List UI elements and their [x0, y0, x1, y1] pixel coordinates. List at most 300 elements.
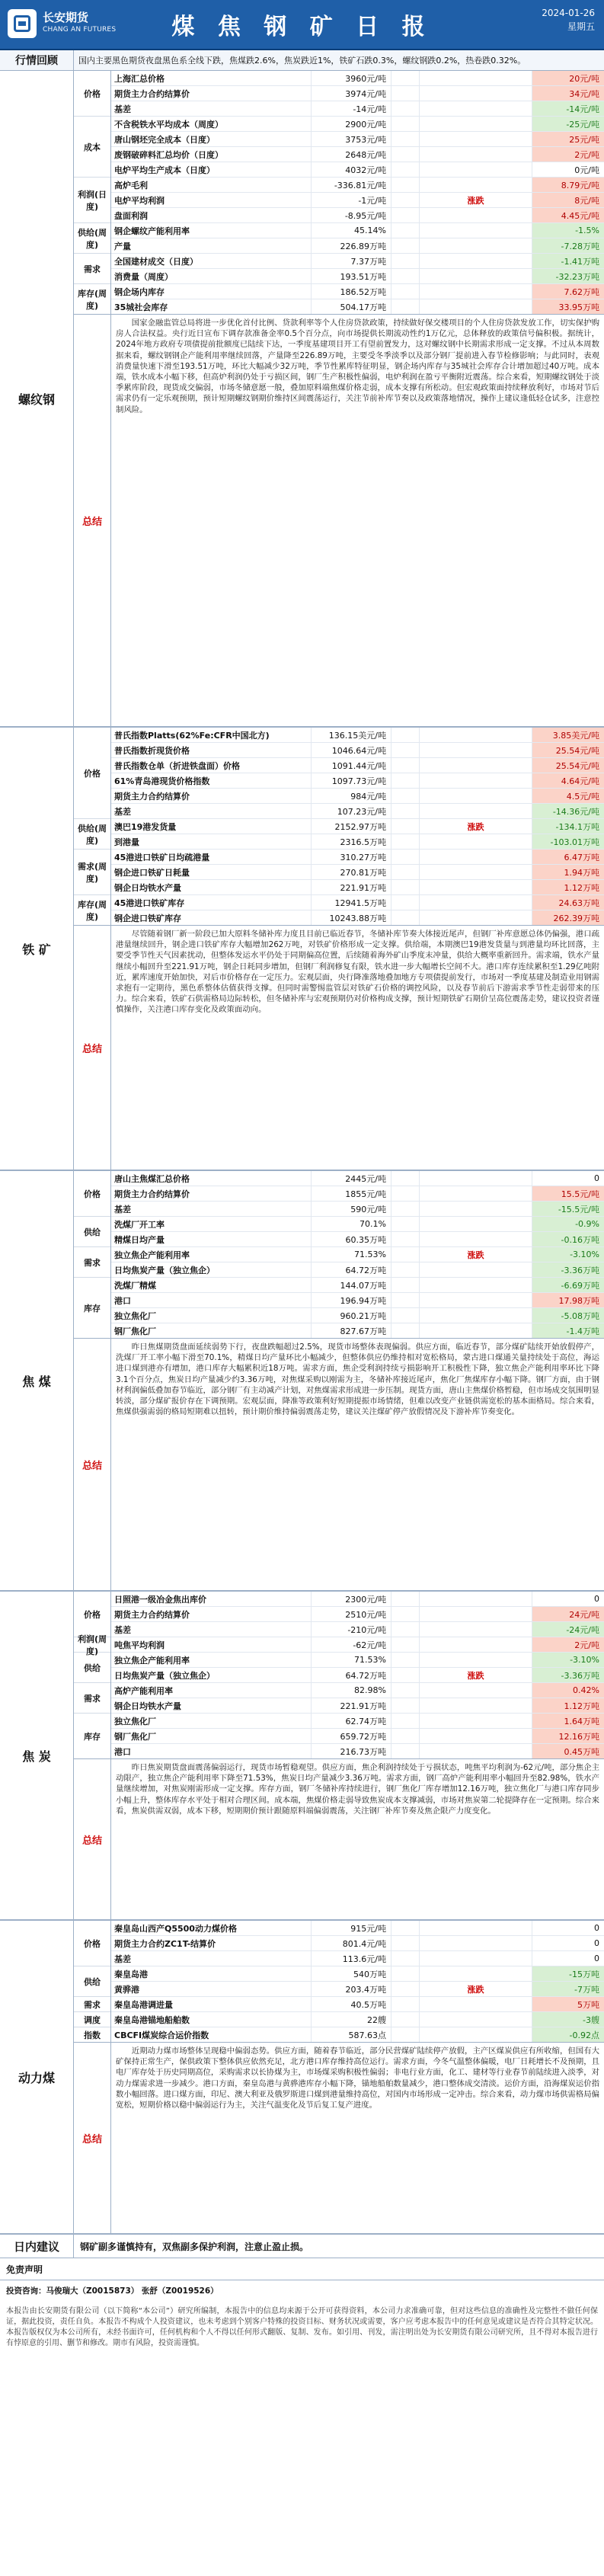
indicator-change: 25.54元/吨: [532, 743, 604, 757]
indicator-row: [111, 1951, 604, 1966]
indicator-value: -1元/吨: [311, 193, 391, 207]
indicator-row: [111, 1186, 604, 1202]
indicator-value: 196.94万吨: [311, 1293, 391, 1307]
indicator-row: [111, 1607, 604, 1622]
swing-label-cell: [419, 1936, 532, 1950]
indicator-row: [111, 1698, 604, 1714]
indicator-group-label: 库存: [84, 1731, 101, 1742]
swing-label-cell: [419, 1186, 532, 1201]
commodity-sections: [0, 71, 604, 2235]
swing-label-cell: [419, 1921, 532, 1935]
indicator-row: [111, 132, 604, 147]
indicator-row: [111, 86, 604, 101]
spacer-cell: [391, 1997, 419, 2011]
indicator-change: -7万吨: [532, 1982, 604, 1996]
indicator-row: [111, 1217, 604, 1232]
indicator-value: 3960元/吨: [311, 71, 391, 85]
spacer-cell: [391, 1729, 419, 1743]
spacer-cell: [391, 834, 419, 849]
indicator-name: 到港量: [114, 837, 139, 847]
indicator-value: 915元/吨: [311, 1921, 391, 1935]
swing-label-cell: [419, 1951, 532, 1966]
researcher-info: 投资咨询：马俊瑞大（Z0015873） 张舒（Z0019526）: [6, 2286, 219, 2296]
market-review-label: 行情回顾: [0, 50, 74, 70]
indicator-change: 1.94万吨: [532, 865, 604, 879]
disclaimer-text: 本报告由长安期货有限公司（以下简称“本公司”）研究所编制，本报告中的信息均来源于公开可获得资料，本公司力求准确可靠，但对这些信息的准确性及完整性不做任何保证，据此投资，责任自负。本报告不构成个人投资建议，也未考虑到个别客户特殊的投资目标、财务状况或需要，客户应考虑本报告中的任何意见或建议是否符合其特定状况。本报告版权仅为本公司所有，未经书面许可，任何机构和个人不得以任何形式翻版、复制、发布。如引用、刊发，需注明出处为长安期货有限公司研究所，且不得对本报告进行有悖原意的引用、删节和修改。期市有风险，投资需谨慎。: [6, 2307, 598, 2347]
indicator-change: 6.47万吨: [532, 850, 604, 864]
spacer-cell: [391, 1293, 419, 1307]
indicator-value: 64.72万吨: [311, 1262, 391, 1277]
swing-label-cell: [419, 1202, 532, 1216]
indicator-value: 1097.73元/吨: [311, 773, 391, 788]
swing-label-cell: [419, 743, 532, 757]
spacer-cell: [391, 1637, 419, 1652]
indicator-change: -3.10%: [532, 1247, 604, 1262]
indicator-row: [111, 162, 604, 178]
indicator-change: 0: [532, 1171, 604, 1186]
indicator-change: 12.16万吨: [532, 1729, 604, 1743]
indicator-value: 587.63点: [311, 2027, 391, 2042]
indicator-value: 70.1%: [311, 1217, 391, 1231]
indicator-group-label: 价格: [74, 1921, 110, 1966]
indicator-name: 日照港一级冶金焦出库价: [114, 1594, 206, 1605]
indicator-value: 1046.64元/吨: [311, 743, 391, 757]
spacer-cell: [391, 1308, 419, 1323]
indicator-name: 35城社会库存: [114, 302, 168, 312]
spacer-cell: [391, 1653, 419, 1667]
indicator-value: 82.98%: [311, 1683, 391, 1698]
swing-label-cell: [419, 1171, 532, 1186]
indicator-row: [111, 1247, 604, 1262]
indicator-name: 基差: [114, 1204, 131, 1214]
indicator-row: [111, 1921, 604, 1936]
indicator-value: 270.81万吨: [311, 865, 391, 879]
indicator-value: 4032元/吨: [311, 162, 391, 177]
swing-label-cell: [419, 910, 532, 925]
spacer-cell: [391, 2012, 419, 2027]
indicator-change: 0: [532, 1921, 604, 1935]
indicator-name: 独立焦企产能利用率: [114, 1250, 190, 1260]
indicator-row: [111, 223, 604, 238]
indicator-group-label: 供给: [74, 1966, 110, 1997]
spacer-cell: [391, 758, 419, 773]
indicator-row: [111, 1278, 604, 1293]
spacer-cell: [391, 1171, 419, 1186]
indicator-name: 港口: [114, 1295, 131, 1306]
indicator-group-label: 价格: [74, 1171, 110, 1217]
indicator-name: 废钢破碎料汇总均价（日度）: [114, 149, 223, 160]
spacer-cell: [391, 238, 419, 253]
swing-label-cell: [419, 2027, 532, 2042]
section-summary: [74, 1339, 604, 1590]
indicator-group-label: 库存: [84, 1303, 101, 1314]
indicator-row: [111, 1653, 604, 1668]
indicator-name: 独立焦化厂: [114, 1310, 156, 1321]
indicator-change: -3.10%: [532, 1653, 604, 1667]
indicator-row: [111, 1982, 604, 1997]
swing-label-cell: [419, 1997, 532, 2011]
indicator-change: 1.12万吨: [532, 880, 604, 894]
indicator-value: 71.53%: [311, 1653, 391, 1667]
indicator-name: 钢企进口铁矿库存: [114, 913, 181, 923]
indicator-value: 45.14%: [311, 223, 391, 238]
indicator-name: 日均焦炭产量（独立焦企）: [114, 1265, 215, 1275]
indicator-change: 34元/吨: [532, 86, 604, 101]
indicator-group-label: 需求(周度): [74, 850, 110, 895]
indicator-row: [111, 910, 604, 925]
swing-label-cell: [419, 101, 532, 116]
indicator-change: 17.98万吨: [532, 1293, 604, 1307]
indicator-table: [74, 71, 604, 315]
indicator-name: 钢企场内库存: [114, 286, 165, 297]
indicator-row: [111, 1683, 604, 1698]
spacer-cell: [391, 865, 419, 879]
indicator-row: [111, 284, 604, 299]
indicator-row: [111, 789, 604, 804]
spacer-cell: [391, 728, 419, 742]
indicator-value: -336.81元/吨: [311, 178, 391, 192]
spacer-cell: [391, 299, 419, 314]
indicator-value: 2648元/吨: [311, 147, 391, 162]
indicator-change: 24.63万吨: [532, 895, 604, 910]
section-body: [74, 1921, 604, 2233]
indicator-row: [111, 1936, 604, 1951]
indicator-group-label: 需求: [74, 254, 110, 284]
swing-label-cell: [419, 1653, 532, 1667]
indicator-row: [111, 865, 604, 880]
indicator-name: 钢企进口铁矿日耗量: [114, 867, 190, 878]
swing-label-cell: [419, 1323, 532, 1338]
indicator-value: 2900元/吨: [311, 117, 391, 131]
swing-label-cell: [419, 178, 532, 192]
spacer-cell: [391, 880, 419, 894]
indicator-name: 吨焦平均利润: [114, 1640, 165, 1650]
indicator-change: 15.5元/吨: [532, 1186, 604, 1201]
indicator-value: 1091.44元/吨: [311, 758, 391, 773]
summary-label: 总结: [74, 926, 111, 1170]
spacer-cell: [391, 1744, 419, 1758]
swing-label-cell: [419, 284, 532, 299]
indicator-change: -7.28万吨: [532, 238, 604, 253]
indicator-row: [111, 743, 604, 758]
indicator-group-label: 库存(周度): [77, 288, 107, 311]
indicator-group-label: 成本: [74, 117, 110, 178]
indicator-group-label: 价格: [74, 71, 110, 117]
indicator-value: 540万吨: [311, 1966, 391, 1981]
summary-label: 总结: [74, 1759, 111, 1919]
indicator-change: 4.64元/吨: [532, 773, 604, 788]
indicator-value: 10243.88万吨: [311, 910, 391, 925]
swing-label-cell: [419, 132, 532, 146]
spacer-cell: [391, 819, 419, 834]
spacer-cell: [391, 1668, 419, 1682]
spacer-cell: [391, 1202, 419, 1216]
indicator-row: [111, 178, 604, 193]
spacer-cell: [391, 773, 419, 788]
spacer-cell: [391, 1607, 419, 1621]
indicator-row: [111, 773, 604, 789]
indicator-row: [111, 2027, 604, 2042]
indicator-value: 193.51万吨: [311, 269, 391, 283]
spacer-cell: [391, 2027, 419, 2042]
indicator-change: 3.85美元/吨: [532, 728, 604, 742]
indicator-group-label: 供给: [74, 1217, 110, 1247]
indicator-value: 60.35万吨: [311, 1232, 391, 1246]
indicator-name: 日均焦炭产量（独立焦企）: [114, 1670, 215, 1681]
indicator-change: -103.01万吨: [532, 834, 604, 849]
indicator-row: [111, 1966, 604, 1982]
spacer-cell: [391, 284, 419, 299]
spacer-cell: [391, 269, 419, 283]
section-name: 动力煤: [0, 1921, 74, 2233]
indicator-group-label: 供给(周度): [74, 819, 110, 850]
spacer-cell: [391, 910, 419, 925]
spacer-cell: [391, 850, 419, 864]
indicator-name: 期货主力合约结算价: [114, 88, 190, 99]
indicator-group-label: 价格: [74, 1592, 110, 1637]
indicator-row: [111, 1202, 604, 1217]
spacer-cell: [391, 71, 419, 85]
indicator-value: -8.95元/吨: [311, 208, 391, 222]
indicator-value: -62元/吨: [311, 1637, 391, 1652]
spacer-cell: [391, 254, 419, 268]
company-name-cn: 长安期货: [43, 11, 89, 24]
section-1: [0, 728, 604, 1171]
indicator-change: -3.36万吨: [532, 1668, 604, 1682]
spacer-cell: [391, 147, 419, 162]
indicator-change: -15.5元/吨: [532, 1202, 604, 1216]
indicator-value: 12941.5万吨: [311, 895, 391, 910]
spacer-cell: [391, 101, 419, 116]
indicator-change: -14.36元/吨: [532, 804, 604, 818]
swing-label-cell: [419, 1607, 532, 1621]
indicator-change: 0: [532, 1951, 604, 1966]
indicator-name: 秦皇岛港调进量: [114, 1999, 173, 2010]
swing-label-cell: 涨跌: [419, 1668, 532, 1682]
indicator-value: 2152.97万吨: [311, 819, 391, 834]
swing-label-cell: [419, 1232, 532, 1246]
swing-label-cell: [419, 86, 532, 101]
indicator-groups: [74, 1921, 111, 2042]
swing-label-cell: [419, 1278, 532, 1292]
indicator-name: 期货主力合约结算价: [114, 791, 190, 802]
indicator-row: [111, 1308, 604, 1323]
swing-label-cell: [419, 71, 532, 85]
indicator-name: 钢企螺纹产能利用率: [114, 226, 190, 236]
indicator-name: 产量: [114, 241, 131, 251]
report-title: 煤 焦 钢 矿 日 报: [171, 14, 433, 40]
indicator-value: 3974元/吨: [311, 86, 391, 101]
spacer-cell: [391, 86, 419, 101]
indicator-change: -15万吨: [532, 1966, 604, 1981]
swing-label-cell: [419, 880, 532, 894]
indicator-value: 960.21万吨: [311, 1308, 391, 1323]
spacer-cell: [391, 789, 419, 803]
swing-label-cell: [419, 299, 532, 314]
indicator-value: 2300元/吨: [311, 1592, 391, 1606]
indicator-change: 1.12万吨: [532, 1698, 604, 1713]
spacer-cell: [391, 1714, 419, 1728]
indicator-name: 秦皇岛山西产Q5500动力煤价格: [114, 1923, 237, 1934]
indicator-change: 25元/吨: [532, 132, 604, 146]
section-4: [0, 1921, 604, 2235]
spacer-cell: [391, 1622, 419, 1637]
indicator-group-label: 供给(周度): [74, 223, 110, 254]
indicator-name: 期货主力合约ZC1T-结算价: [114, 1938, 216, 1949]
indicator-value: -210元/吨: [311, 1622, 391, 1637]
indicator-change: 0元/吨: [532, 162, 604, 177]
indicator-row: [111, 880, 604, 895]
indicator-change: 20元/吨: [532, 71, 604, 85]
indicator-name: 不含税铁水平均成本（周度）: [114, 119, 223, 130]
section-name: 焦 炭: [0, 1592, 74, 1919]
swing-label-cell: [419, 1966, 532, 1981]
indicator-value: 113.6元/吨: [311, 1951, 391, 1966]
swing-label-cell: [419, 758, 532, 773]
indicator-value: 1855元/吨: [311, 1186, 391, 1201]
indicator-change: 24元/吨: [532, 1607, 604, 1621]
swing-label-cell: [419, 1293, 532, 1307]
indicator-rows: [111, 71, 604, 314]
indicator-change: -14元/吨: [532, 101, 604, 116]
indicator-name: 电炉平均利润: [114, 195, 165, 206]
indicator-row: [111, 1668, 604, 1683]
spacer-cell: [391, 208, 419, 222]
spacer-cell: [391, 1921, 419, 1935]
indicator-rows: [111, 1171, 604, 1338]
indicator-value: 221.91万吨: [311, 1698, 391, 1713]
swing-label-cell: [419, 1592, 532, 1606]
indicator-change: -0.9%: [532, 1217, 604, 1231]
indicator-group-label: 利润(日度): [74, 178, 110, 223]
market-review-text: 国内主要黑色期货夜盘黑色系全线下跌，焦煤跌2.6%，焦炭跌近1%，铁矿石跌0.3%，螺纹钢跌0.2%，热卷跌0.32%。: [78, 56, 526, 66]
section-summary: [74, 2043, 604, 2233]
indicator-change: 0: [532, 1936, 604, 1950]
indicator-change: -0.16万吨: [532, 1232, 604, 1246]
swing-label-cell: [419, 2012, 532, 2027]
indicator-groups: [74, 1171, 111, 1338]
indicator-name: 高炉毛利: [114, 180, 148, 190]
company-name-en: CHANG AN FUTURES: [43, 26, 117, 34]
indicator-table: [74, 1592, 604, 1759]
spacer-cell: [391, 223, 419, 238]
indicator-change: -0.92点: [532, 2027, 604, 2042]
indicator-change: 2元/吨: [532, 147, 604, 162]
swing-label-cell: [419, 1698, 532, 1713]
indicator-name: 全国建材成交（日度）: [114, 256, 198, 267]
indicator-row: [111, 804, 604, 819]
swing-label-cell: [419, 147, 532, 162]
indicator-row: [111, 728, 604, 743]
spacer-cell: [391, 193, 419, 207]
indicator-rows: [111, 1592, 604, 1758]
indicator-name: 基差: [114, 806, 131, 817]
indicator-name: 普氏指数Platts(62%Fe:CFR中国北方): [114, 730, 270, 741]
spacer-cell: [391, 1592, 419, 1606]
indicator-name: 基差: [114, 1954, 131, 1964]
indicator-row: [111, 850, 604, 865]
indicator-name: 港口: [114, 1746, 131, 1757]
section-body: [74, 728, 604, 1170]
indicator-name: 普氏指数折现货价格: [114, 745, 190, 756]
indicator-change: 5万吨: [532, 1997, 604, 2011]
indicator-value: 62.74万吨: [311, 1714, 391, 1728]
indicator-name: 秦皇岛港: [114, 1969, 148, 1979]
indicator-table: [74, 1921, 604, 2043]
indicator-row: [111, 1262, 604, 1278]
section-name: 铁 矿: [0, 728, 74, 1170]
indicator-name: 洗煤厂精煤: [114, 1280, 156, 1291]
section-body: [74, 71, 604, 726]
spacer-cell: [391, 1936, 419, 1950]
indicator-row: [111, 1592, 604, 1607]
indicator-value: 216.73万吨: [311, 1744, 391, 1758]
indicator-value: 801.4元/吨: [311, 1936, 391, 1950]
section-2: [0, 1171, 604, 1592]
indicator-row: [111, 1171, 604, 1186]
indicator-change: 2元/吨: [532, 1637, 604, 1652]
spacer-cell: [391, 162, 419, 177]
indicator-row: [111, 1637, 604, 1653]
swing-label-cell: [419, 1622, 532, 1637]
section-name: 螺纹钢: [0, 71, 74, 726]
swing-label-cell: [419, 1729, 532, 1743]
indicator-row: [111, 208, 604, 223]
indicator-name: 普氏指数仓单（折进铁盘面）价格: [114, 760, 240, 771]
indicator-change: 8元/吨: [532, 193, 604, 207]
indicator-change: 0.42%: [532, 1683, 604, 1698]
indicator-row: [111, 269, 604, 284]
spacer-cell: [391, 1262, 419, 1277]
indicator-row: [111, 834, 604, 850]
indicator-value: 2510元/吨: [311, 1607, 391, 1621]
indicator-value: 827.67万吨: [311, 1323, 391, 1338]
swing-label-cell: [419, 238, 532, 253]
spacer-cell: [391, 804, 419, 818]
section-name: 焦 煤: [0, 1171, 74, 1590]
indicator-row: [111, 1293, 604, 1308]
indicator-group-label: 指数: [84, 2030, 101, 2040]
report-header: [0, 0, 604, 50]
indicator-group-label: 利润(周度): [74, 1637, 110, 1653]
indicator-name: 消费量（周度）: [114, 271, 173, 282]
indicator-change: 7.62万吨: [532, 284, 604, 299]
section-summary: [74, 315, 604, 726]
indicator-name: 唐山主焦煤汇总价格: [114, 1173, 190, 1184]
indicator-value: 7.37万吨: [311, 254, 391, 268]
section-3: [0, 1592, 604, 1921]
indicator-value: 71.53%: [311, 1247, 391, 1262]
spacer-cell: [391, 743, 419, 757]
swing-label-cell: 涨跌: [419, 1982, 532, 1996]
indicator-change: -1.41万吨: [532, 254, 604, 268]
indicator-name: 高炉产能利用率: [114, 1685, 173, 1696]
indicator-name: 45港进口铁矿日均疏港量: [114, 852, 210, 862]
indicator-name: 独立焦化厂: [114, 1716, 156, 1726]
indicator-name: 钢厂焦化厂: [114, 1326, 156, 1336]
spacer-cell: [391, 117, 419, 131]
indicator-row: [111, 71, 604, 86]
spacer-cell: [391, 1247, 419, 1262]
indicator-row: [111, 193, 604, 208]
spacer-cell: [391, 1278, 419, 1292]
indicator-row: [111, 254, 604, 269]
indicator-value: 136.15美元/吨: [311, 728, 391, 742]
indicator-value: 107.23元/吨: [311, 804, 391, 818]
indicator-name: 期货主力合约结算价: [114, 1189, 190, 1199]
spacer-cell: [391, 895, 419, 910]
spacer-cell: [391, 1217, 419, 1231]
